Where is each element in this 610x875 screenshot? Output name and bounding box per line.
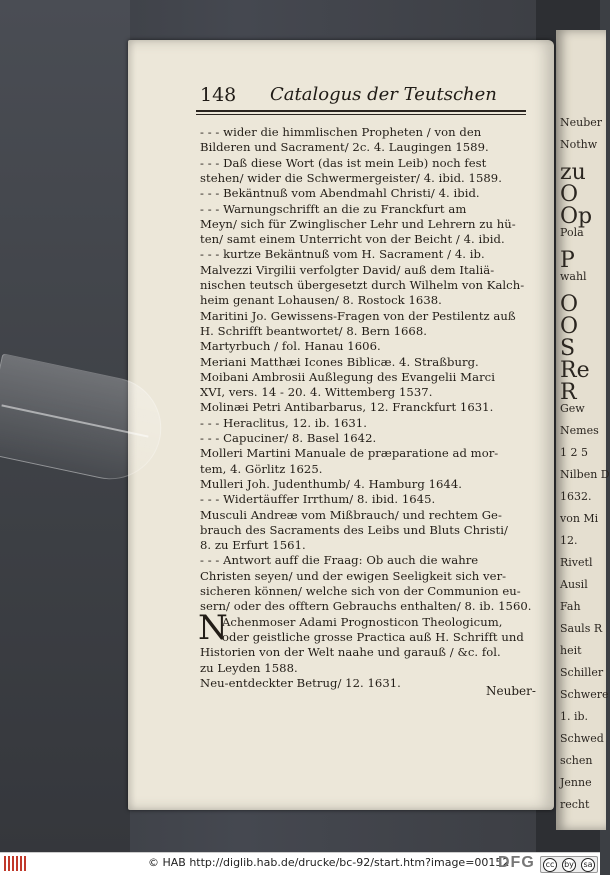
text-line: Mulleri Joh. Judenthumb/ 4. Hamburg 1644. xyxy=(200,476,463,491)
facing-page-fragment: Schwere xyxy=(560,688,609,701)
facing-page-fragment: 12. xyxy=(560,534,578,547)
text-line: Meriani Matthæi Icones Biblicæ. 4. Straßburg. xyxy=(200,354,479,369)
text-line: nischen teutsch übergesetzt durch Wilhelm von Kalch- xyxy=(200,278,525,292)
facing-page-fragment: 1. ib. xyxy=(560,710,589,723)
text-line: - - - Bekäntnuß vom Abendmahl Christi/ 4. ibid. xyxy=(200,186,480,201)
cc-license-badge[interactable] xyxy=(540,856,598,873)
text-line: ten/ samt einem Unterricht von der Beicht / 4. ibid. xyxy=(200,232,505,247)
text-line: zu Leyden 1588. xyxy=(200,660,298,675)
cc-icon: cc xyxy=(543,858,557,872)
text-line: - - - Widertäuffer Irrthum/ 8. ibid. 1645. xyxy=(200,492,436,507)
facing-page-fragment: wahl xyxy=(560,270,587,283)
facing-page-fragment: 1 2 5 xyxy=(560,446,588,459)
text-line: sern/ oder des offtern Gebrauchs enthalten/ 8. ib. 1560. xyxy=(200,599,532,614)
running-title: Catalogus der Teutschen xyxy=(270,84,497,105)
hab-logo-icon[interactable] xyxy=(4,856,26,871)
text-line: - - - wider die himmlischen Propheten / von den xyxy=(200,125,482,139)
text-line: Neu-entdeckter Betrug/ 12. 1631. xyxy=(200,675,401,690)
text-line: Christen seyen/ und der ewigen Seeligkeit sich ver- xyxy=(200,568,507,583)
text-line: brauch des Sacraments des Leibs und Bluts Christi/ xyxy=(200,522,508,537)
text-line: - - - Capuciner/ 8. Basel 1642. xyxy=(200,431,377,445)
facing-page-fragment: S xyxy=(560,336,576,361)
facing-page-fragment: Schiller xyxy=(560,666,604,679)
facing-page-fragment: Re xyxy=(560,358,590,383)
text-line: Maritini Jo. Gewissens-Fragen von der Pestilentz auß xyxy=(200,308,516,323)
text-line: XVI, vers. 14 - 20. 4. Wittemberg 1537. xyxy=(200,385,433,400)
text-line: Historien von der Welt naahe und garauß / &c. fol. xyxy=(200,645,501,660)
facing-page-fragment: heit xyxy=(560,644,582,657)
facing-page-fragment: 1632. xyxy=(560,490,592,503)
facing-page-fragment: Op xyxy=(560,204,593,229)
text-line: Achenmoser Adami Prognosticon Theologicum, xyxy=(222,614,503,629)
text-line: stehen/ wider die Schwermergeister/ 4. ibid. 1589. xyxy=(200,170,502,185)
facing-page-fragment: O xyxy=(560,314,579,339)
facing-page-fragment: recht xyxy=(560,798,590,811)
facing-page-edge xyxy=(556,30,610,830)
text-line: tem, 4. Görlitz 1625. xyxy=(200,461,323,476)
text-line: heim genant Lohausen/ 8. Rostock 1638. xyxy=(200,293,442,308)
sa-icon: sa xyxy=(581,858,595,872)
text-line: Molinæi Petri Antibarbarus, 12. Franckfurt 1631. xyxy=(200,400,494,415)
text-line: sicheren können/ welche sich von der Communion eu- xyxy=(200,584,521,598)
text-line: Martyrbuch / fol. Hanau 1606. xyxy=(200,339,381,354)
facing-page-fragment: Sauls R xyxy=(560,622,603,635)
facing-page-fragment: R xyxy=(560,380,577,405)
initial-letter: N xyxy=(198,608,228,648)
facing-page-fragment: Rivetl xyxy=(560,556,593,569)
text-line: - - - Warnungschrifft an die zu Franckfurt am xyxy=(200,201,467,216)
facing-page-fragment: Jenne xyxy=(560,776,592,789)
facing-page-fragment: Schwed xyxy=(560,732,604,745)
header-rule xyxy=(196,110,526,112)
facing-page-fragment: schen xyxy=(560,754,593,767)
facing-page-fragment: O xyxy=(560,292,579,317)
facing-page-fragment: Neuber xyxy=(560,116,603,129)
catchword: Neuber- xyxy=(486,684,536,698)
text-line: - - - kurtze Bekäntnuß vom H. Sacrament / 4. ib. xyxy=(200,247,485,262)
facing-page-fragment: Gew xyxy=(560,402,585,415)
header-rule-thin xyxy=(196,114,526,115)
text-line: - - - Heraclitus, 12. ib. 1631. xyxy=(200,415,367,430)
source-credit-link[interactable]: © HAB http://diglib.hab.de/drucke/bc-92/start.htm?image=00152 xyxy=(148,856,510,869)
facing-page-fragment: Ausil xyxy=(560,578,588,591)
viewer-footer xyxy=(0,852,600,875)
facing-page-fragment: P xyxy=(560,248,575,273)
by-icon: by xyxy=(562,858,576,872)
text-line: - - - Daß diese Wort (das ist mein Leib) noch fest xyxy=(200,155,487,170)
text-line: Meyn/ sich für Zwinglischer Lehr und Lehrern zu hü- xyxy=(200,216,516,231)
text-line: H. Schrifft beantwortet/ 8. Bern 1668. xyxy=(200,323,428,338)
text-line: oder geistliche grosse Practica auß H. Schrifft und xyxy=(222,629,524,644)
text-line: Moibani Ambrosii Außlegung des Evangelii Marci xyxy=(200,369,495,384)
text-line: 8. zu Erfurt 1561. xyxy=(200,538,306,553)
facing-page-fragment: von Mi xyxy=(560,512,599,525)
text-line: Malvezzi Virgilii verfolgter David/ auß dem Italiä- xyxy=(200,262,495,277)
facing-page-fragment: O xyxy=(560,182,579,207)
text-line: Musculi Andreæ vom Mißbrauch/ und rechtem Ge- xyxy=(200,507,502,522)
facing-page-fragment: Nemes xyxy=(560,424,599,437)
text-line: Bilderen und Sacrament/ 2c. 4. Laugingen 1589. xyxy=(200,140,489,155)
text-line: - - - Antwort auff die Fraag: Ob auch die wahre xyxy=(200,553,479,568)
facing-page-fragment: Nilben D xyxy=(560,468,610,481)
dfg-logo[interactable]: DFG xyxy=(498,854,535,871)
facing-page-fragment: Nothw xyxy=(560,138,598,151)
facing-page-fragment: Fah xyxy=(560,600,581,613)
facing-page-fragment: zu xyxy=(560,160,586,185)
text-line: Molleri Martini Manuale de præparatione ad mor- xyxy=(200,446,499,461)
facing-page-fragment: Pola xyxy=(560,226,584,239)
page-number: 148 xyxy=(200,84,237,106)
page-header xyxy=(0,82,600,112)
